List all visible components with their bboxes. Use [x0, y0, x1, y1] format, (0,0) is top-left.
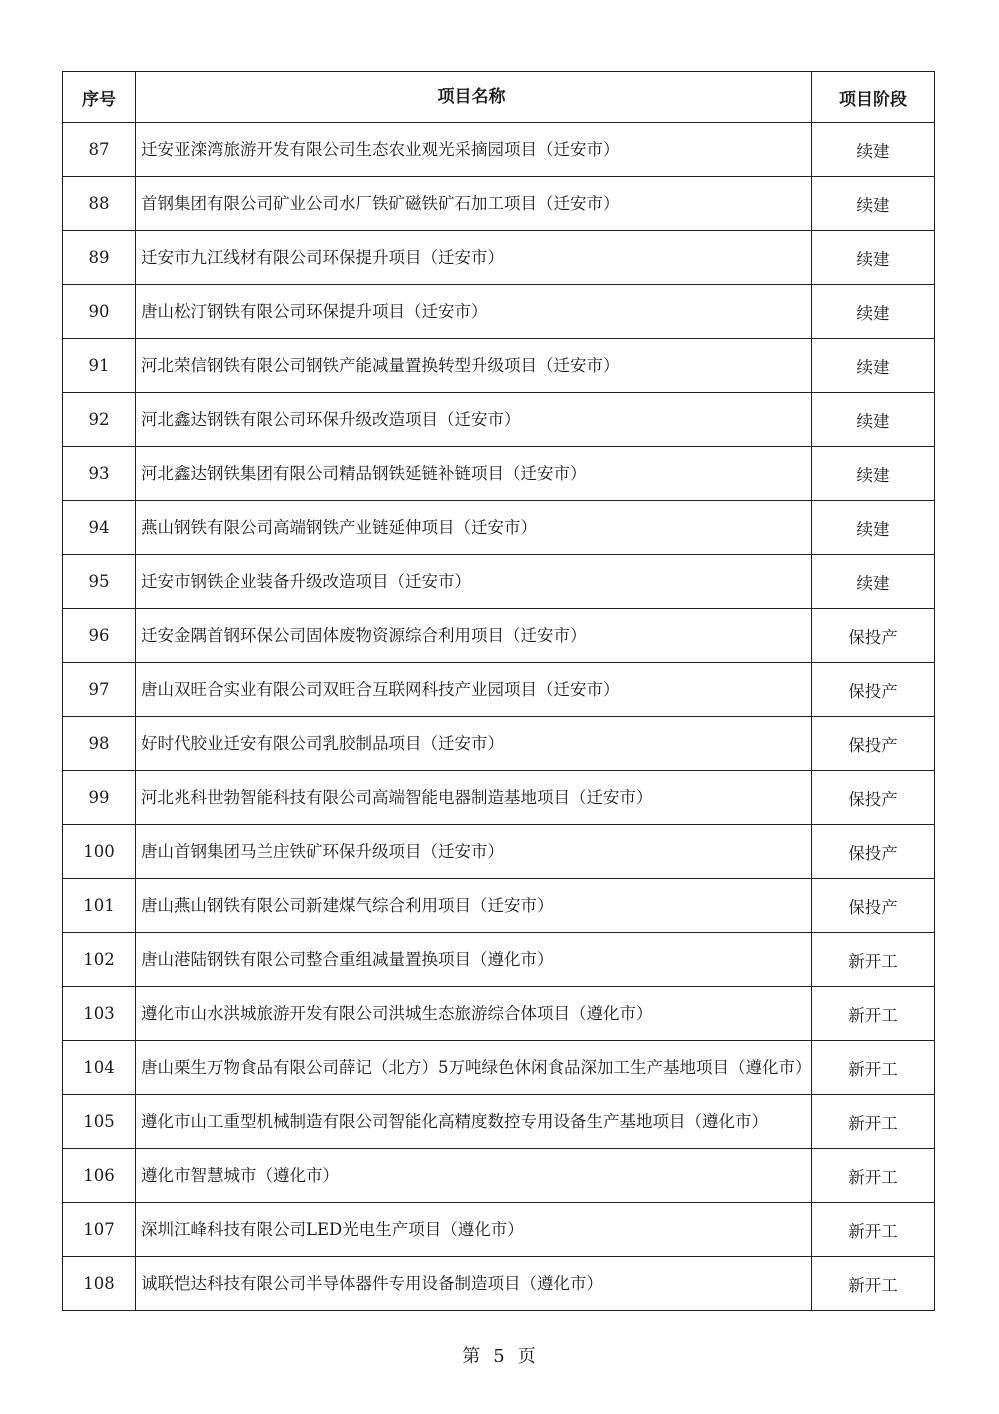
- header-project-stage: 项目阶段: [812, 72, 935, 123]
- row-project-name: 河北荣信钢铁有限公司钢铁产能减量置换转型升级项目（迁安市）: [136, 339, 812, 393]
- row-project-name: 迁安金隅首钢环保公司固体废物资源综合利用项目（迁安市）: [136, 609, 812, 663]
- row-serial-number: 89: [63, 231, 136, 285]
- row-project-stage: 保投产: [812, 717, 935, 771]
- table-row: [63, 663, 935, 717]
- row-serial-number: 104: [63, 1041, 136, 1095]
- row-serial-number: 101: [63, 879, 136, 933]
- row-project-name: 唐山栗生万物食品有限公司薛记（北方）5万吨绿色休闲食品深加工生产基地项目（遵化市）: [136, 1041, 812, 1095]
- row-serial-number: 92: [63, 393, 136, 447]
- row-serial-number: 87: [63, 123, 136, 177]
- table-row: [63, 1257, 935, 1311]
- row-serial-number: 103: [63, 987, 136, 1041]
- row-project-stage: 续建: [812, 447, 935, 501]
- row-serial-number: 105: [63, 1095, 136, 1149]
- row-project-name: 遵化市智慧城市（遵化市）: [136, 1149, 812, 1203]
- header-project-name: 项目名称: [136, 72, 812, 123]
- row-serial-number: 100: [63, 825, 136, 879]
- table-header-row: [63, 72, 935, 123]
- row-project-stage: 续建: [812, 339, 935, 393]
- row-project-stage: 新开工: [812, 1257, 935, 1311]
- row-serial-number: 91: [63, 339, 136, 393]
- row-serial-number: 90: [63, 285, 136, 339]
- row-project-stage: 新开工: [812, 1203, 935, 1257]
- table-row: [63, 231, 935, 285]
- table-row: [63, 933, 935, 987]
- table-row: [63, 1095, 935, 1149]
- row-project-name: 首钢集团有限公司矿业公司水厂铁矿磁铁矿石加工项目（迁安市）: [136, 177, 812, 231]
- row-serial-number: 96: [63, 609, 136, 663]
- row-serial-number: 98: [63, 717, 136, 771]
- row-project-name: 河北鑫达钢铁集团有限公司精品钢铁延链补链项目（迁安市）: [136, 447, 812, 501]
- row-serial-number: 94: [63, 501, 136, 555]
- row-serial-number: 108: [63, 1257, 136, 1311]
- row-project-name: 唐山松汀钢铁有限公司环保提升项目（迁安市）: [136, 285, 812, 339]
- row-project-stage: 保投产: [812, 825, 935, 879]
- page-suffix: 页: [517, 1346, 537, 1367]
- row-project-name: 迁安市九江线材有限公司环保提升项目（迁安市）: [136, 231, 812, 285]
- row-serial-number: 106: [63, 1149, 136, 1203]
- row-serial-number: 99: [63, 771, 136, 825]
- row-project-name: 遵化市山水洪城旅游开发有限公司洪城生态旅游综合体项目（遵化市）: [136, 987, 812, 1041]
- row-project-name: 迁安市钢铁企业装备升级改造项目（迁安市）: [136, 555, 812, 609]
- table-row: [63, 987, 935, 1041]
- row-project-stage: 续建: [812, 393, 935, 447]
- table-row: [63, 825, 935, 879]
- table-row: [63, 609, 935, 663]
- row-project-name: 唐山港陆钢铁有限公司整合重组减量置换项目（遵化市）: [136, 933, 812, 987]
- table-row: [63, 339, 935, 393]
- row-project-stage: 新开工: [812, 1095, 935, 1149]
- table-row: [63, 1041, 935, 1095]
- row-project-stage: 续建: [812, 123, 935, 177]
- row-project-name: 好时代胶业迁安有限公司乳胶制品项目（迁安市）: [136, 717, 812, 771]
- row-project-stage: 续建: [812, 501, 935, 555]
- project-table: [62, 71, 935, 1311]
- row-project-stage: 保投产: [812, 879, 935, 933]
- row-project-name: 迁安亚滦湾旅游开发有限公司生态农业观光采摘园项目（迁安市）: [136, 123, 812, 177]
- table-row: [63, 717, 935, 771]
- row-project-name: 深圳江峰科技有限公司LED光电生产项目（遵化市）: [136, 1203, 812, 1257]
- row-serial-number: 88: [63, 177, 136, 231]
- table-row: [63, 393, 935, 447]
- row-project-name: 唐山燕山钢铁有限公司新建煤气综合利用项目（迁安市）: [136, 879, 812, 933]
- row-project-stage: 新开工: [812, 1041, 935, 1095]
- table-row: [63, 555, 935, 609]
- table-row: [63, 879, 935, 933]
- row-project-stage: 保投产: [812, 663, 935, 717]
- row-serial-number: 102: [63, 933, 136, 987]
- row-project-name: 河北兆科世勃智能科技有限公司高端智能电器制造基地项目（迁安市）: [136, 771, 812, 825]
- row-serial-number: 97: [63, 663, 136, 717]
- header-serial-number: 序号: [63, 72, 136, 123]
- row-project-stage: 保投产: [812, 609, 935, 663]
- row-project-stage: 续建: [812, 285, 935, 339]
- row-project-stage: 续建: [812, 177, 935, 231]
- row-project-name: 诚联恺达科技有限公司半导体器件专用设备制造项目（遵化市）: [136, 1257, 812, 1311]
- row-project-stage: 续建: [812, 231, 935, 285]
- row-project-name: 燕山钢铁有限公司高端钢铁产业链延伸项目（迁安市）: [136, 501, 812, 555]
- row-project-name: 河北鑫达钢铁有限公司环保升级改造项目（迁安市）: [136, 393, 812, 447]
- page-number-footer: [0, 1342, 999, 1368]
- row-project-stage: 续建: [812, 555, 935, 609]
- table-body: [63, 123, 935, 1311]
- table-row: [63, 285, 935, 339]
- row-serial-number: 107: [63, 1203, 136, 1257]
- row-project-name: 唐山双旺合实业有限公司双旺合互联网科技产业园项目（迁安市）: [136, 663, 812, 717]
- page-number: 5: [493, 1346, 506, 1367]
- row-project-stage: 新开工: [812, 987, 935, 1041]
- row-project-stage: 新开工: [812, 1149, 935, 1203]
- table-row: [63, 1149, 935, 1203]
- row-serial-number: 93: [63, 447, 136, 501]
- table-row: [63, 501, 935, 555]
- row-serial-number: 95: [63, 555, 136, 609]
- table-row: [63, 1203, 935, 1257]
- page-prefix: 第: [462, 1346, 482, 1367]
- row-project-name: 唐山首钢集团马兰庄铁矿环保升级项目（迁安市）: [136, 825, 812, 879]
- row-project-stage: 新开工: [812, 933, 935, 987]
- table-row: [63, 447, 935, 501]
- row-project-stage: 保投产: [812, 771, 935, 825]
- table-row: [63, 771, 935, 825]
- row-project-name: 遵化市山工重型机械制造有限公司智能化高精度数控专用设备生产基地项目（遵化市）: [136, 1095, 812, 1149]
- table-row: [63, 123, 935, 177]
- table-row: [63, 177, 935, 231]
